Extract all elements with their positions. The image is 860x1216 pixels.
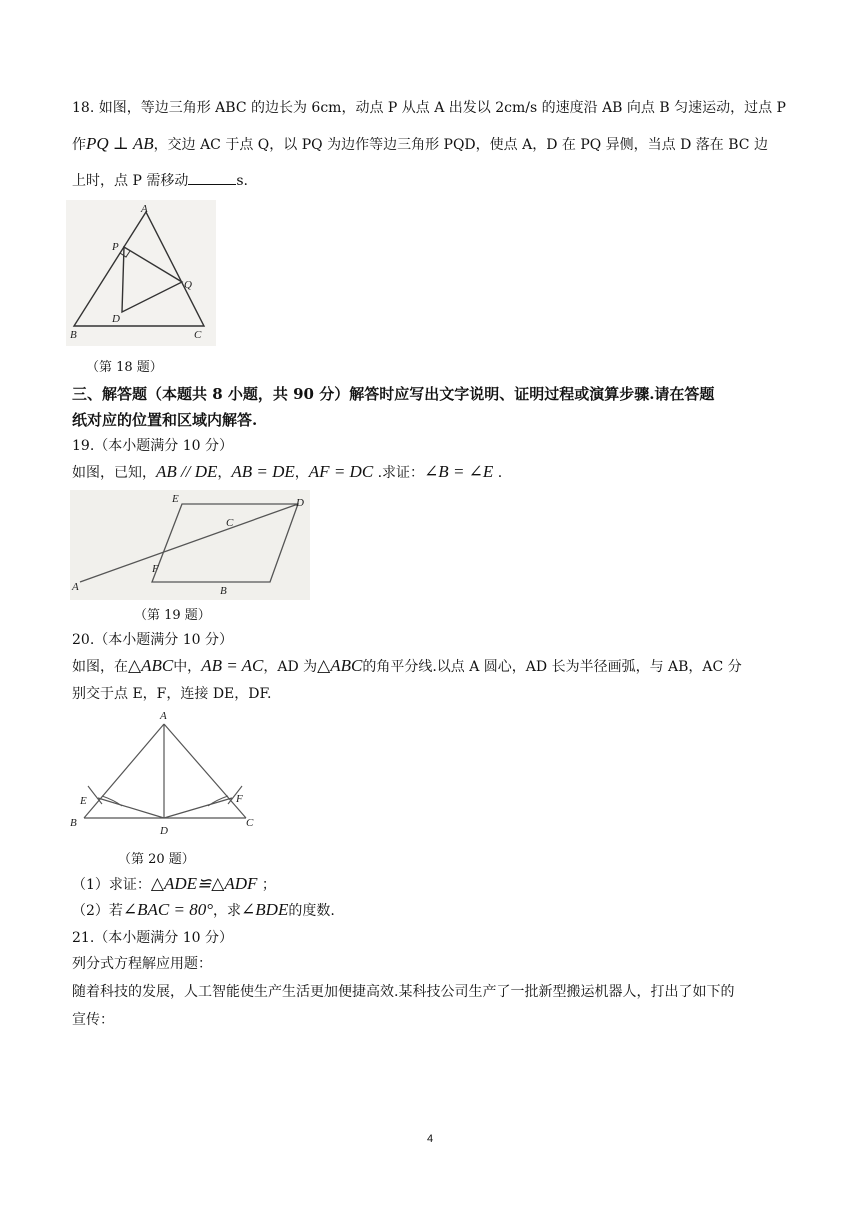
q18-line2-rest: ，交边 AC 于点 Q，以 PQ 为边作等边三角形 PQD，使点 A，D 在 PQ 异侧，当点 D 落在 BC 边: [153, 137, 768, 153]
q21-line3: 宣传：: [72, 1012, 114, 1028]
q18-line3-suffix: s.: [236, 173, 248, 189]
q18-label-b: B: [70, 329, 77, 341]
q20-figure: [66, 706, 266, 842]
q20-caption: （第 20 题）: [118, 852, 195, 867]
q19-mid: .求证：: [373, 465, 425, 481]
q19-label-b: B: [220, 585, 227, 597]
q18-line2-prefix: 作: [72, 137, 86, 153]
q18-line2: [72, 134, 792, 155]
q18-label-d: D: [112, 313, 120, 325]
q20-part2-suffix: 的度数.: [288, 903, 335, 919]
q20-label-d: D: [160, 825, 168, 837]
q20-math-triangle2: △ABC: [317, 656, 363, 675]
q20-header: 20.（本小题满分 10 分）: [72, 632, 233, 648]
q20-part2-mid: ，求: [213, 903, 242, 919]
q20-line1-b: 中，: [173, 659, 202, 675]
q20-label-a: A: [160, 710, 167, 722]
q19-sep2: ，: [294, 465, 309, 481]
q19-label-a: A: [72, 581, 79, 593]
q21-line2: 随着科技的发展，人工智能使生产生活更加便捷高效.某科技公司生产了一批新型搬运机器人，打出了如下的: [72, 984, 735, 1000]
q19-math-ab-de: AB = DE: [231, 462, 295, 481]
q20-part1-math: △ADE≌△ADF: [150, 874, 258, 893]
q20-label-b: B: [70, 817, 77, 829]
q19-label-c: C: [226, 517, 234, 529]
q18-line3-prefix: 上时，点 P 需移动: [72, 173, 189, 189]
q19-label-f: F: [152, 563, 159, 575]
q20-label-c: C: [246, 817, 254, 829]
q21-header: 21.（本小题满分 10 分）: [72, 930, 233, 946]
q21-line1: 列分式方程解应用题：: [72, 956, 212, 972]
q20-line1: [72, 656, 792, 677]
q19-math-parallel: AB // DE: [156, 462, 218, 481]
q18-line1: 18. 如图，等边三角形 ABC 的边长为 6cm，动点 P 从点 A 出发以 2cm/s 的速度沿 AB 向点 B 匀速运动，过点 P: [72, 100, 786, 116]
q18-figure: [66, 200, 216, 346]
q20-part2-prefix: （2）若: [72, 903, 123, 919]
q20-math-ab-ac: AB = AC: [201, 656, 264, 675]
q19-math-af-dc: AF = DC: [308, 462, 374, 481]
q18-label-p: P: [112, 241, 119, 253]
q20-line1-d: 的角平分线.以点 A 圆心，AD 长为半径画弧，与 AB，AC 分: [362, 659, 742, 675]
q19-sep1: ，: [217, 465, 232, 481]
q20-line2: 别交于点 E，F，连接 DE，DF.: [72, 686, 272, 702]
q18-label-q: Q: [184, 279, 192, 291]
q20-math-triangle1: △ABC: [128, 656, 174, 675]
q18-line3: [72, 170, 792, 191]
q18-caption: （第 18 题）: [86, 360, 163, 375]
q19-caption: （第 19 题）: [134, 608, 211, 623]
q20-line1-a: 如图，在: [72, 659, 128, 675]
q19-prefix: 如图，已知，: [72, 465, 156, 481]
q19-statement: [72, 462, 792, 483]
q20-label-f: F: [236, 793, 243, 805]
page-number: 4: [426, 1133, 434, 1145]
q18-label-c: C: [194, 329, 202, 341]
q20-part2-math: ∠BAC = 80°: [122, 900, 214, 919]
section3-line1: 三、解答题（本题共 8 小题，共 90 分）解答时应写出文字说明、证明过程或演算步骤.请在答题: [72, 385, 715, 403]
q20-part1: [72, 874, 792, 895]
answer-blank: [188, 170, 236, 185]
section3-line2: 纸对应的位置和区域内解答.: [72, 411, 258, 429]
q19-math-angles: ∠B = ∠E: [424, 462, 494, 481]
q20-line1-c: ，AD 为: [263, 659, 318, 675]
q19-header: 19.（本小题满分 10 分）: [72, 438, 233, 454]
q18-label-a: A: [141, 203, 148, 215]
q19-label-d: D: [296, 497, 304, 509]
q20-label-e: E: [80, 795, 87, 807]
q20-part2-math2: ∠BDE: [241, 900, 289, 919]
q20-part2: [72, 900, 792, 921]
q20-part1-suffix: ；: [257, 877, 276, 893]
q20-part1-prefix: （1）求证：: [72, 877, 151, 893]
q19-figure: [70, 490, 310, 600]
q19-label-e: E: [172, 493, 179, 505]
q18-perp-math: PQ ⊥ AB: [86, 134, 154, 153]
q19-end: .: [493, 465, 503, 481]
